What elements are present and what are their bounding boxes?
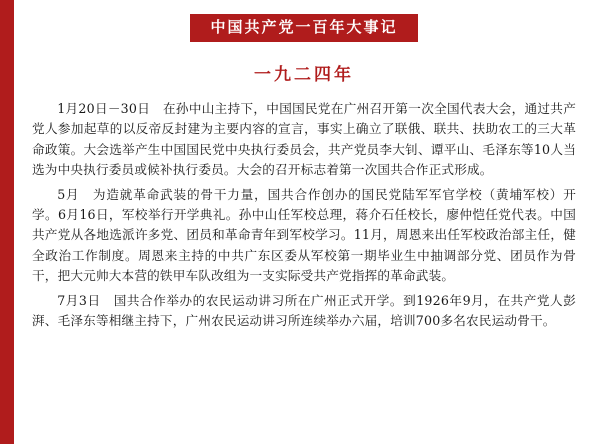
document-content [14, 0, 600, 444]
paragraph-3: 7月3日 国共合作举办的农民运动讲习所在广州正式开学。到1926年9月，在共产党人彭湃、毛泽东等相继主持下，广州农民运动讲习所连续举办六届，培训700多名农民运动骨干。 [32, 292, 576, 328]
body-text [32, 99, 576, 331]
left-red-rail [0, 0, 14, 444]
year-heading: 一九二四年 [254, 65, 354, 85]
paragraph-2: 5月 为造就革命武装的骨干力量，国共合作创办的国民党陆军军官学校（黄埔军校）开学。6月16日，军校举行开学典礼。孙中山任军校总理，蒋介石任校长，廖仲恺任党代表。中国共产党从各地选派许多党、团员和革命青年到军校学习。11月，周恩来出任军校政治部主任，健全政治工作制度。周恩来主持的中共广东区委从军校第一期毕业生中抽调部分党、团员作为骨干，把大元帅大本营的铁甲车队改组为一支实际受共产党指挥的革命武装。 [32, 186, 576, 284]
banner-container [32, 0, 576, 42]
paragraph-1: 1月20日－30日 在孙中山主持下，中国国民党在广州召开第一次全国代表大会，通过共产党人参加起草的以反帝反封建为主要内容的宣言，事实上确立了联俄、联共、扶助农工的三大革命政策。大会选举产生中国国民党中央执行委员会，共产党员李大钊、谭平山、毛泽东等10人当选为中央执行委员或候补执行委员。大会的召开标志着第一次国共合作正式形成。 [32, 101, 576, 178]
document-banner-title: 中国共产党一百年大事记 [190, 14, 417, 42]
